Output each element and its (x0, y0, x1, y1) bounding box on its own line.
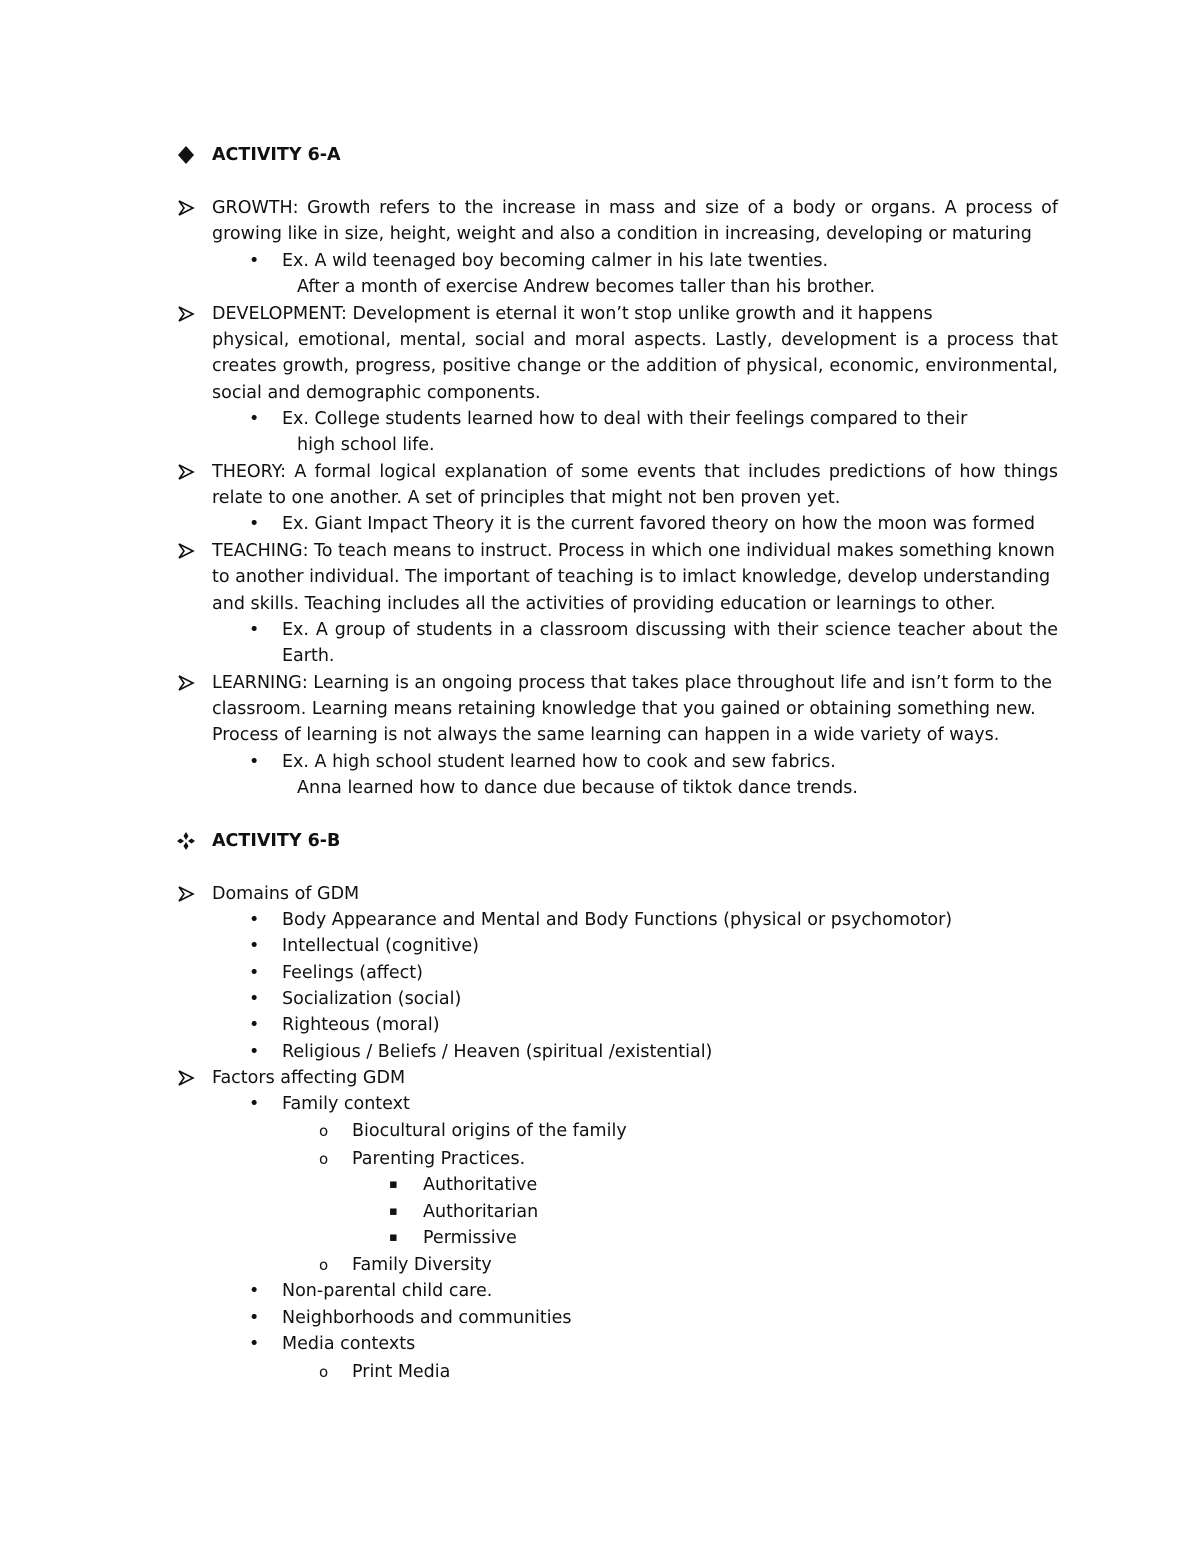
four-diamond-bullet-icon (176, 828, 196, 854)
arrowhead-bullet-icon (176, 881, 196, 907)
development-line-1: DEVELOPMENT: Development is eternal it won’t stop unlike growth and it happens (212, 304, 933, 324)
learning-line-3: Process of learning is not always the same learning can happen in a wide variety of ways. (212, 725, 1000, 745)
growth-example-2: After a month of exercise Andrew becomes taller than his brother. (297, 277, 876, 297)
development-line-4: social and demographic components. (212, 383, 541, 403)
bullet-icon: • (249, 989, 260, 1009)
bullet-icon: • (249, 514, 260, 534)
domain-item: Intellectual (cognitive) (282, 936, 479, 956)
teaching-line-2: to another individual. The important of teaching is to imlact knowledge, develop understanding (212, 567, 1051, 587)
bullet-icon: • (249, 1281, 260, 1301)
factor-family-diversity: Family Diversity (352, 1255, 492, 1275)
factor-print-media: Print Media (352, 1362, 451, 1382)
domain-item: Socialization (social) (282, 989, 462, 1009)
bullet-icon: • (249, 251, 260, 271)
teaching-line-3: and skills. Teaching includes all the activities of providing education or learnings to other. (212, 594, 996, 614)
theory-example-1: Ex. Giant Impact Theory it is the current favored theory on how the moon was formed (282, 514, 1036, 534)
learning-example-1: Ex. A high school student learned how to cook and sew fabrics. (282, 752, 836, 772)
parenting-style: Authoritarian (423, 1202, 539, 1222)
arrowhead-bullet-icon (176, 538, 196, 564)
development-example-1: Ex. College students learned how to deal with their feelings compared to their (282, 409, 968, 429)
teaching-line-1: TEACHING: To teach means to instruct. Process in which one individual makes something known (212, 541, 1055, 561)
bullet-icon: • (249, 409, 260, 429)
parenting-style: Authoritative (423, 1175, 538, 1195)
learning-example-2: Anna learned how to dance due because of tiktok dance trends. (297, 778, 858, 798)
bullet-icon: • (249, 963, 260, 983)
bullet-icon: • (249, 752, 260, 772)
factors-title: Factors affecting GDM (212, 1068, 406, 1088)
circle-bullet-icon: o (319, 1363, 329, 1381)
bullet-icon: • (249, 1094, 260, 1114)
arrowhead-bullet-icon (176, 195, 196, 221)
factor-parenting: Parenting Practices. (352, 1149, 526, 1169)
factor-media: Media contexts (282, 1334, 416, 1354)
parenting-style: Permissive (423, 1228, 517, 1248)
square-bullet-icon: ▪ (389, 1230, 398, 1245)
diamond-bullet-icon (176, 142, 196, 168)
bullet-icon: • (249, 910, 260, 930)
development-line-3: creates growth, progress, positive change or the addition of physical, economic, environmental, (212, 356, 1058, 376)
development-line-2: physical, emotional, mental, social and moral aspects. Lastly, development is a process that (212, 330, 1058, 350)
square-bullet-icon: ▪ (389, 1204, 398, 1219)
learning-line-1: LEARNING: Learning is an ongoing process that takes place throughout life and isn’t form to the (212, 673, 1053, 693)
development-example-2: high school life. (297, 435, 435, 455)
circle-bullet-icon: o (319, 1256, 329, 1274)
domains-title: Domains of GDM (212, 884, 360, 904)
activity-6a-heading: ACTIVITY 6-A (212, 145, 341, 165)
bullet-icon: • (249, 1042, 260, 1062)
arrowhead-bullet-icon (176, 459, 196, 485)
square-bullet-icon: ▪ (389, 1177, 398, 1192)
teaching-example-1: Ex. A group of students in a classroom discussing with their science teacher about the (282, 620, 1058, 640)
domain-item: Body Appearance and Mental and Body Functions (physical or psychomotor) (282, 910, 953, 930)
theory-line-1: THEORY: A formal logical explanation of some events that includes predictions of how things (212, 462, 1058, 482)
factor-non-parental: Non-parental child care. (282, 1281, 493, 1301)
bullet-icon: • (249, 936, 260, 956)
theory-line-2: relate to one another. A set of principles that might not ben proven yet. (212, 488, 841, 508)
teaching-example-2: Earth. (282, 646, 335, 666)
factor-biocultural: Biocultural origins of the family (352, 1121, 627, 1141)
growth-line-1: GROWTH: Growth refers to the increase in mass and size of a body or organs. A process of (212, 198, 1058, 218)
learning-line-2: classroom. Learning means retaining knowledge that you gained or obtaining something new. (212, 699, 1036, 719)
factor-family-context: Family context (282, 1094, 410, 1114)
domain-item: Feelings (affect) (282, 963, 423, 983)
activity-6b-heading: ACTIVITY 6-B (212, 831, 341, 851)
circle-bullet-icon: o (319, 1122, 329, 1140)
factor-neighborhoods: Neighborhoods and communities (282, 1308, 572, 1328)
growth-example-1: Ex. A wild teenaged boy becoming calmer in his late twenties. (282, 251, 829, 271)
bullet-icon: • (249, 1334, 260, 1354)
arrowhead-bullet-icon (176, 301, 196, 327)
domain-item: Righteous (moral) (282, 1015, 440, 1035)
domain-item: Religious / Beliefs / Heaven (spiritual /existential) (282, 1042, 713, 1062)
arrowhead-bullet-icon (176, 1065, 196, 1091)
circle-bullet-icon: o (319, 1150, 329, 1168)
bullet-icon: • (249, 620, 260, 640)
arrowhead-bullet-icon (176, 670, 196, 696)
bullet-icon: • (249, 1308, 260, 1328)
bullet-icon: • (249, 1015, 260, 1035)
growth-line-2: growing like in size, height, weight and also a condition in increasing, developing or maturing (212, 224, 1032, 244)
